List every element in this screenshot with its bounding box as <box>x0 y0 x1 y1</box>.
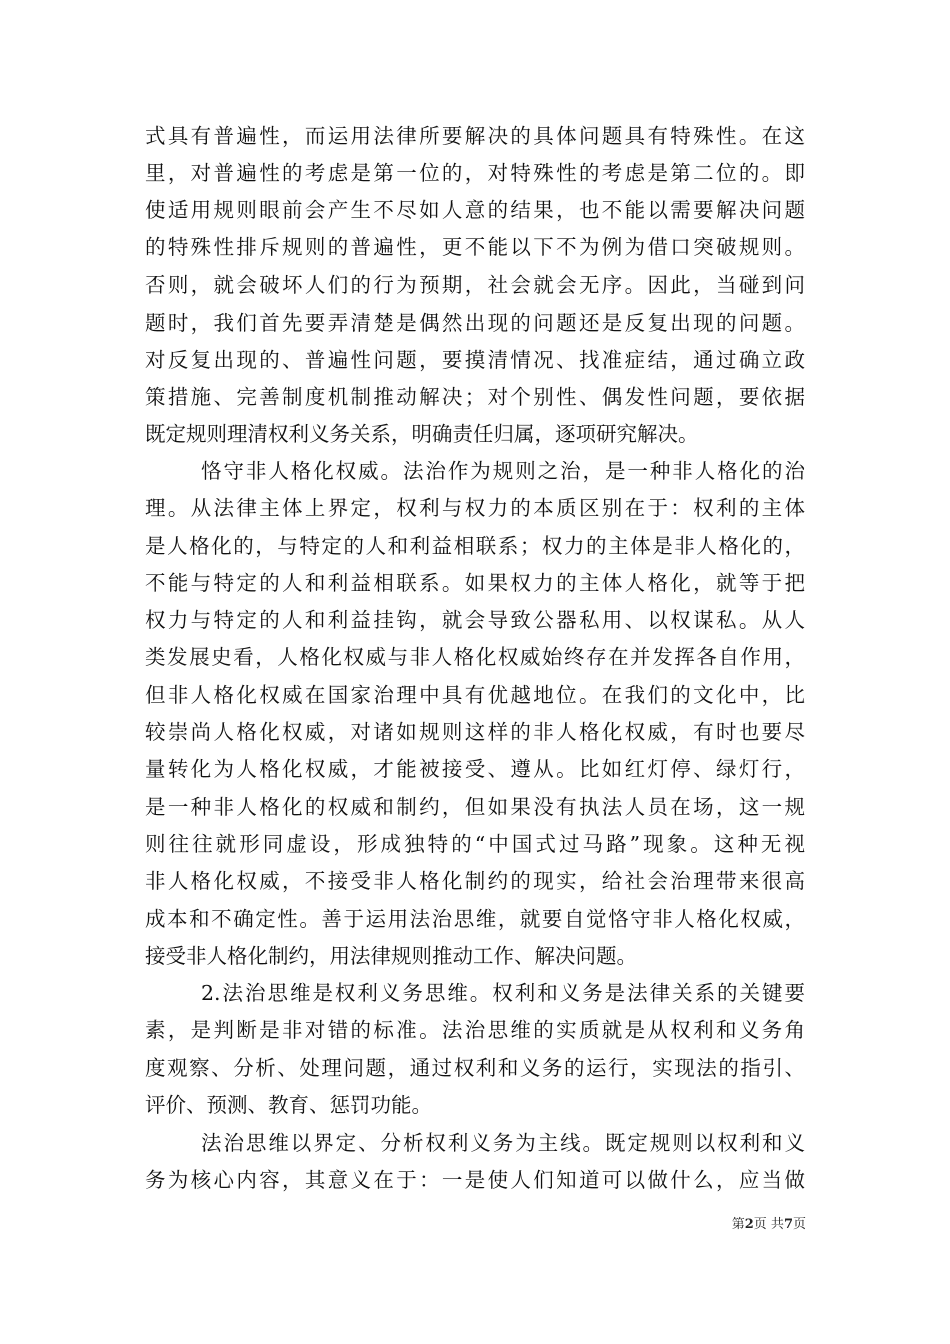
text-line: 的特殊性排斥规则的普遍性，更不能以下不为例为借口突破规则。 <box>145 235 805 259</box>
text-line: 是一种非人格化的权威和制约，但如果没有执法人员在场，这一规 <box>145 795 805 819</box>
text-line: 但非人格化权威在国家治理中具有优越地位。在我们的文化中，比 <box>145 683 805 707</box>
footer-middle: 页 共 <box>753 1217 784 1232</box>
text-line: 非人格化权威，不接受非人格化制约的现实，给社会治理带来很高 <box>145 869 805 893</box>
page-number-footer <box>600 1216 806 1234</box>
total-page-count: 7 <box>783 1217 793 1232</box>
text-line: 接受非人格化制约，用法律规则推动工作、解决问题。 <box>145 944 637 968</box>
text-line: 式具有普遍性，而运用法律所要解决的具体问题具有特殊性。在这 <box>145 124 805 148</box>
current-page-number: 2 <box>744 1217 754 1232</box>
text-line: 量转化为人格化权威，才能被接受、遵从。比如红灯停、绿灯行， <box>145 757 805 781</box>
footer-prefix: 第 <box>731 1217 745 1232</box>
text-line: 评价、预测、教育、惩罚功能。 <box>145 1093 432 1117</box>
text-line: 里，对普遍性的考虑是第一位的，对特殊性的考虑是第二位的。即 <box>145 161 805 185</box>
text-line: 是人格化的，与特定的人和利益相联系；权力的主体是非人格化的， <box>145 534 805 558</box>
text-line: 成本和不确定性。善于运用法治思维，就要自觉恪守非人格化权威， <box>145 907 805 931</box>
paragraph-start-line: 恪守非人格化权威。法治作为规则之治，是一种非人格化的治 <box>201 459 805 483</box>
text-line: 理。从法律主体上界定，权利与权力的本质区别在于：权利的主体 <box>145 496 805 520</box>
text-line: 否则，就会破坏人们的行为预期，社会就会无序。因此，当碰到问 <box>145 273 805 297</box>
text-line: 素，是判断是非对错的标准。法治思维的实质就是从权利和义务角 <box>145 1018 805 1042</box>
paragraph-start-line: 2.法治思维是权利义务思维。权利和义务是法律关系的关键要 <box>201 981 805 1005</box>
text-line: 则往往就形同虚设，形成独特的“中国式过马路”现象。这种无视 <box>145 832 805 856</box>
text-line: 策措施、完善制度机制推动解决；对个别性、偶发性问题，要依据 <box>145 385 805 409</box>
text-line: 使适用规则眼前会产生不尽如人意的结果，也不能以需要解决问题 <box>145 198 805 222</box>
text-line: 既定规则理清权利义务关系，明确责任归属，逐项研究解决。 <box>145 422 699 446</box>
text-line: 不能与特定的人和利益相联系。如果权力的主体人格化，就等于把 <box>145 571 805 595</box>
text-line: 度观察、分析、处理问题，通过权利和义务的运行，实现法的指引、 <box>145 1056 805 1080</box>
paragraph-start-line: 法治思维以界定、分析权利义务为主线。既定规则以权利和义 <box>201 1131 805 1155</box>
text-line: 务为核心内容，其意义在于：一是使人们知道可以做什么，应当做 <box>145 1168 805 1192</box>
text-line: 权力与特定的人和利益挂钩，就会导致公器私用、以权谋私。从人 <box>145 608 805 632</box>
text-line: 类发展史看，人格化权威与非人格化权威始终存在并发挥各自作用， <box>145 645 805 669</box>
footer-suffix: 页 <box>792 1217 806 1232</box>
text-line: 对反复出现的、普遍性问题，要摸清情况、找准症结，通过确立政 <box>145 348 805 372</box>
text-line: 题时，我们首先要弄清楚是偶然出现的问题还是反复出现的问题。 <box>145 311 805 335</box>
text-line: 较崇尚人格化权威，对诸如规则这样的非人格化权威，有时也要尽 <box>145 720 805 744</box>
